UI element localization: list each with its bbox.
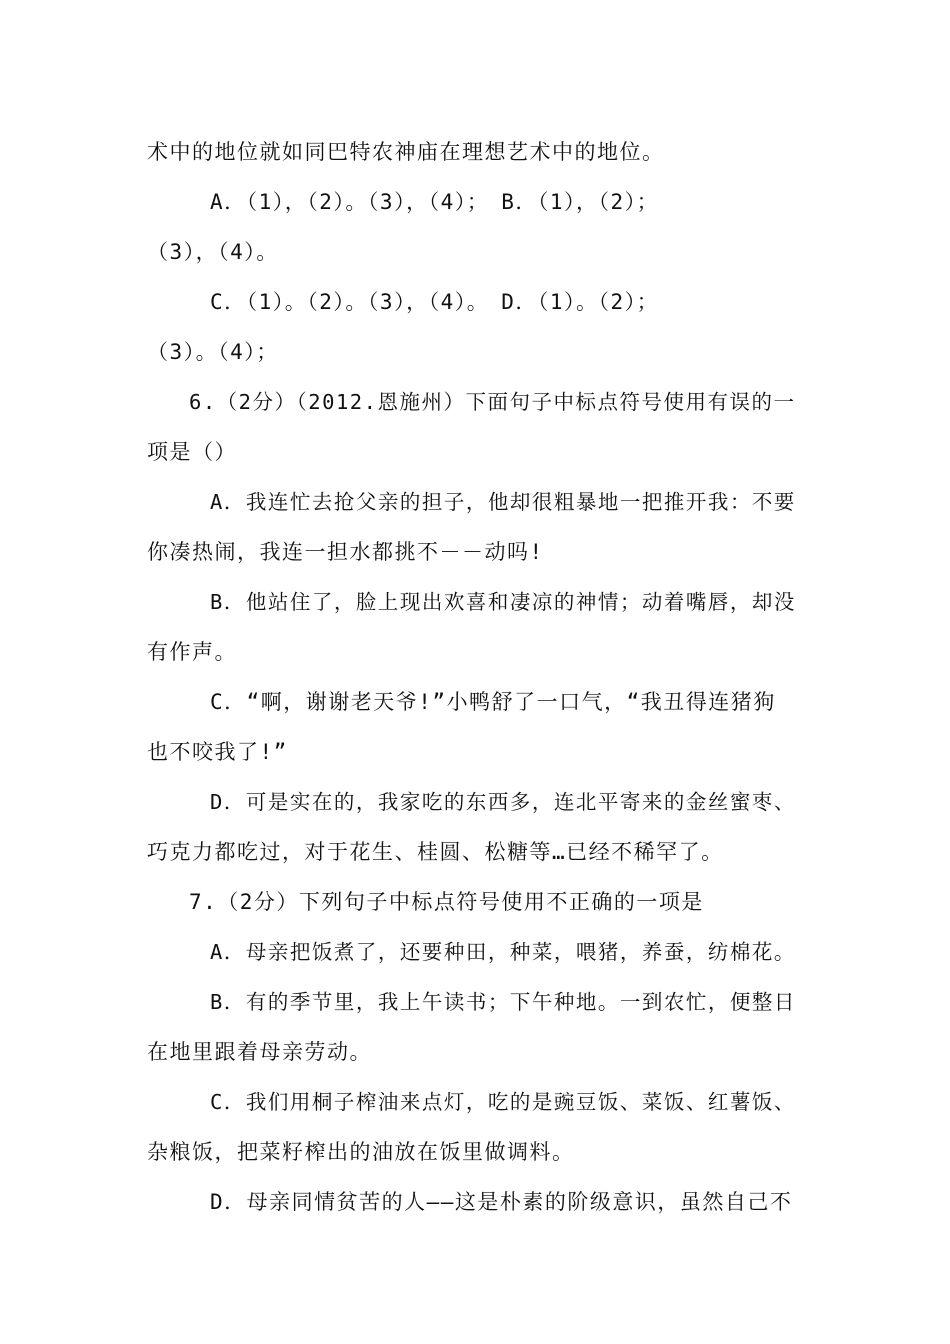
question-6-option-a: A．我连忙去抢父亲的担子，他却很粗暴地一把推开我：不要 (210, 490, 796, 514)
option-cd-continuation: （3）。（4）； (147, 340, 279, 364)
text-line-1: 术中的地位就如同巴特农神庙在理想艺术中的地位。 (147, 140, 665, 164)
question-6-option-c: C．“啊，谢谢老天爷!”小鸭舒了一口气，“我丑得连猪狗 (210, 690, 776, 714)
question-7-option-b-continuation: 在地里跟着母亲劳动。 (147, 1040, 372, 1064)
option-ab-continuation: （3），（4）。 (147, 240, 279, 264)
question-6-option-d: D．可是实在的，我家吃的东西多，连北平寄来的金丝蜜枣、 (210, 790, 796, 814)
question-7-option-a: A．母亲把饭煮了，还要种田，种菜，喂猪，养蚕，纺棉花。 (210, 940, 796, 964)
option-cd-line: C．（1）。（2）。（3），（4）。 D．（1）。（2）； (210, 290, 660, 314)
question-7-option-b: B．有的季节里，我上午读书；下午种地。一到农忙，便整日 (210, 990, 796, 1014)
question-6-option-b: B．他站住了，脸上现出欢喜和凄凉的神情；动着嘴唇，却没 (210, 590, 796, 614)
question-7-option-d: D．母亲同情贫苦的人——这是朴素的阶级意识，虽然自己不 (210, 1190, 793, 1214)
question-6-option-c-continuation: 也不咬我了!” (147, 740, 288, 764)
question-6-stem: 6.（2分）（2012.恩施州）下面句子中标点符号使用有误的一 (189, 390, 796, 414)
question-7-option-c-continuation: 杂粮饭，把菜籽榨出的油放在饭里做调料。 (147, 1140, 575, 1164)
option-ab-line: A．（1），（2）。（3），（4）； B．（1），（2）； (210, 190, 660, 214)
question-6-option-b-continuation: 有作声。 (147, 640, 237, 664)
question-6-stem-continuation: 项是（） (147, 440, 237, 464)
question-7-option-c: C．我们用桐子榨油来点灯，吃的是豌豆饭、菜饭、红薯饭、 (210, 1090, 796, 1114)
question-6-option-d-continuation: 巧克力都吃过，对于花生、桂圆、松糖等…已经不稀罕了。 (147, 840, 724, 864)
question-7-stem: 7.（2分）下列句子中标点符号使用不正确的一项是 (189, 890, 704, 914)
question-6-option-a-continuation: 你凑热闹，我连一担水都挑不－－动吗! (147, 540, 544, 564)
